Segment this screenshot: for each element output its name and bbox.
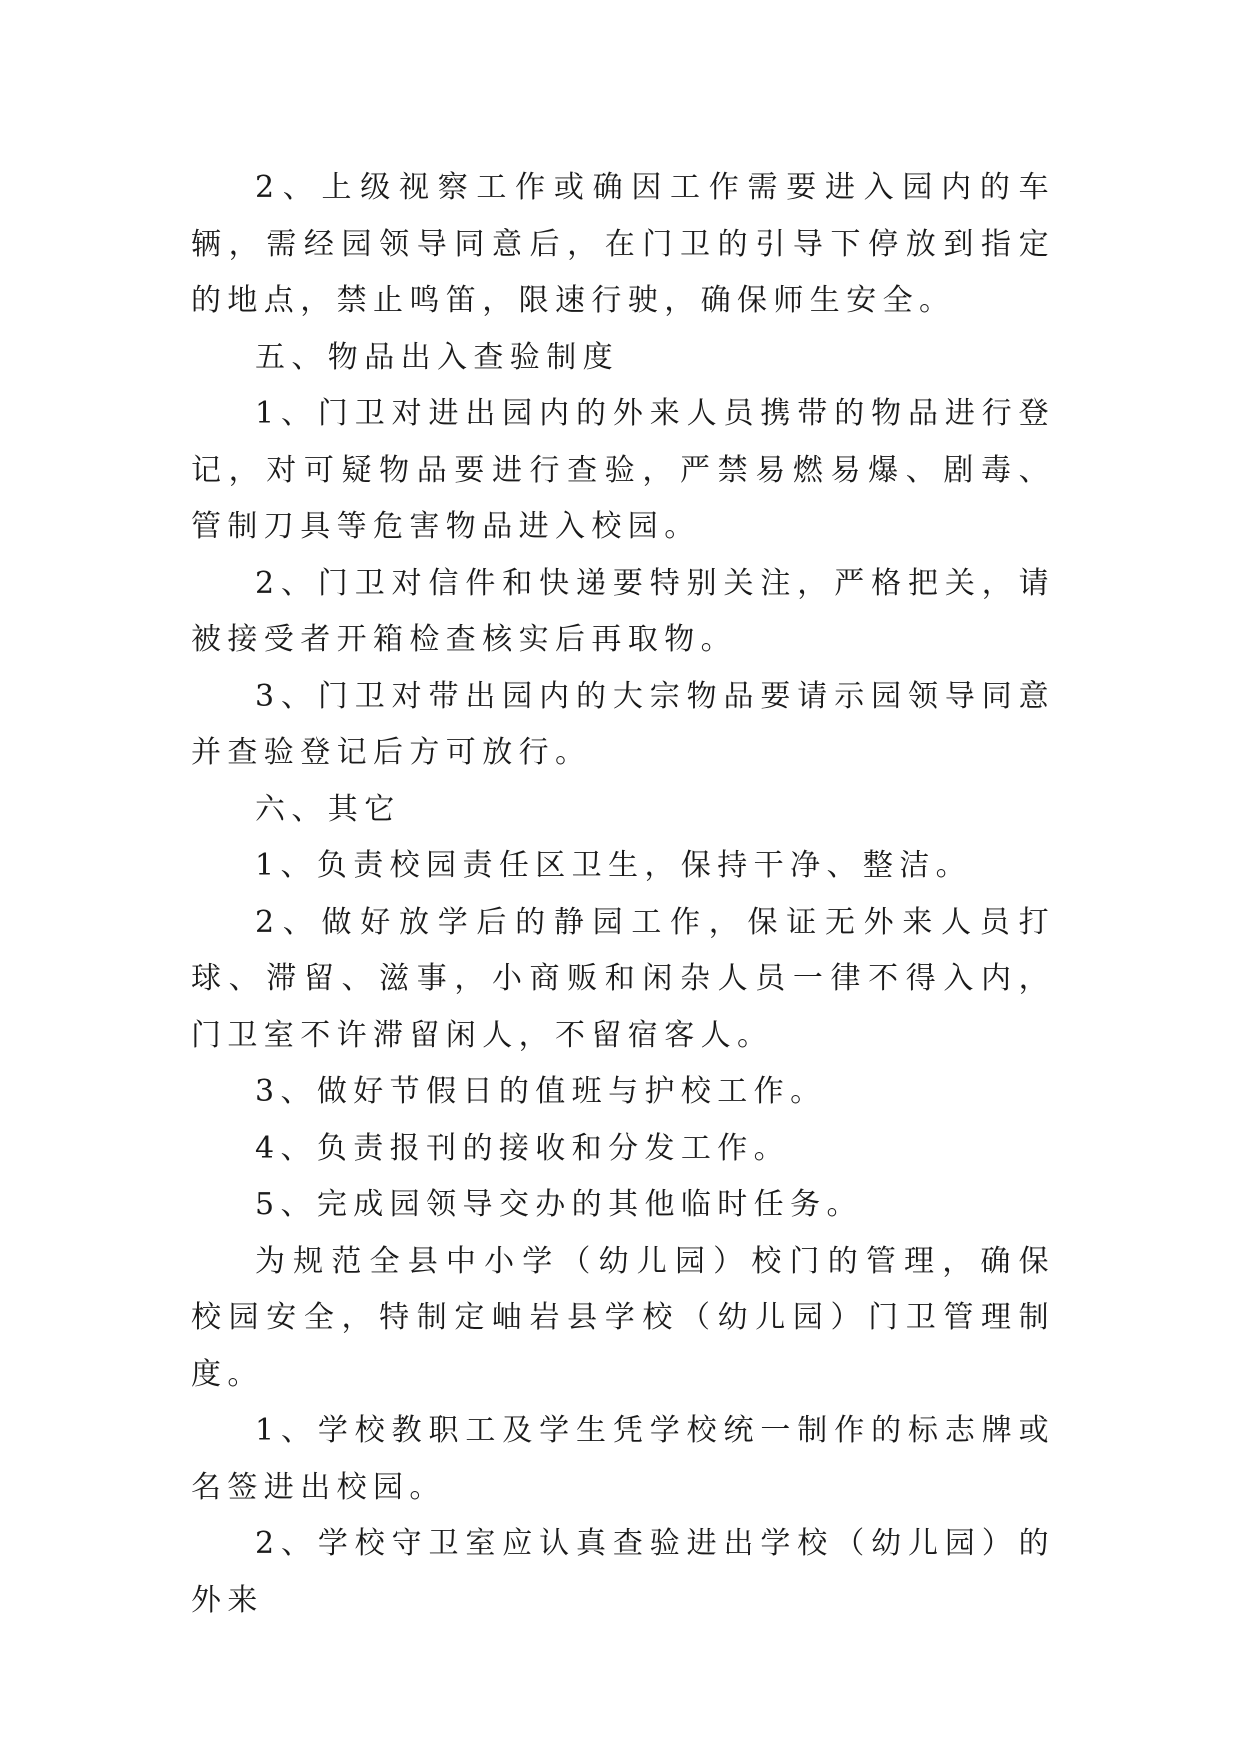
paragraph-guard-room: 2、学校守卫室应认真查验进出学校（幼儿园）的外来	[191, 1526, 1055, 1618]
document-body	[191, 160, 1055, 1629]
paragraph-mail-express: 2、门卫对信件和快递要特别关注，严格把关，请被接受者开箱检查核实后再取物。	[191, 565, 1055, 657]
paragraph-hygiene: 1、负责校园责任区卫生，保持干净、整洁。	[255, 848, 973, 883]
section-heading-items-inspection: 五、物品出入查验制度	[255, 339, 619, 375]
paragraph-temporary-tasks: 5、完成园领导交办的其他临时任务。	[255, 1187, 863, 1222]
paragraph-holiday-duty: 3、做好节假日的值班与护校工作。	[255, 1074, 827, 1109]
paragraph-after-school: 2、做好放学后的静园工作，保证无外来人员打球、滞留、滋事，小商贩和闲杂人员一律不得入内，门卫室不许滞留闲人，不留宿客人。	[191, 904, 1055, 1053]
paragraph-newspapers: 4、负责报刊的接收和分发工作。	[255, 1130, 791, 1166]
paragraph-vehicle-entry: 2、上级视察工作或确因工作需要进入园内的车辆，需经园领导同意后，在门卫的引导下停放到指定的地点，禁止鸣笛，限速行驶，确保师生安全。	[191, 170, 1055, 318]
paragraph-bulk-items: 3、门卫对带出园内的大宗物品要请示园领导同意并查验登记后方可放行。	[191, 678, 1055, 770]
section-heading-other: 六、其它	[255, 791, 401, 827]
paragraph-items-registration: 1、门卫对进出园内的外来人员携带的物品进行登记，对可疑物品要进行查验，严禁易燃易爆、剧毒、管制刀具等危害物品进入校园。	[191, 396, 1055, 544]
paragraph-purpose: 为规范全县中小学（幼儿园）校门的管理，确保校园安全，特制定岫岩县学校（幼儿园）门卫管理制度。	[191, 1243, 1055, 1392]
paragraph-staff-badge: 1、学校教职工及学生凭学校统一制作的标志牌或名签进出校园。	[191, 1413, 1055, 1505]
